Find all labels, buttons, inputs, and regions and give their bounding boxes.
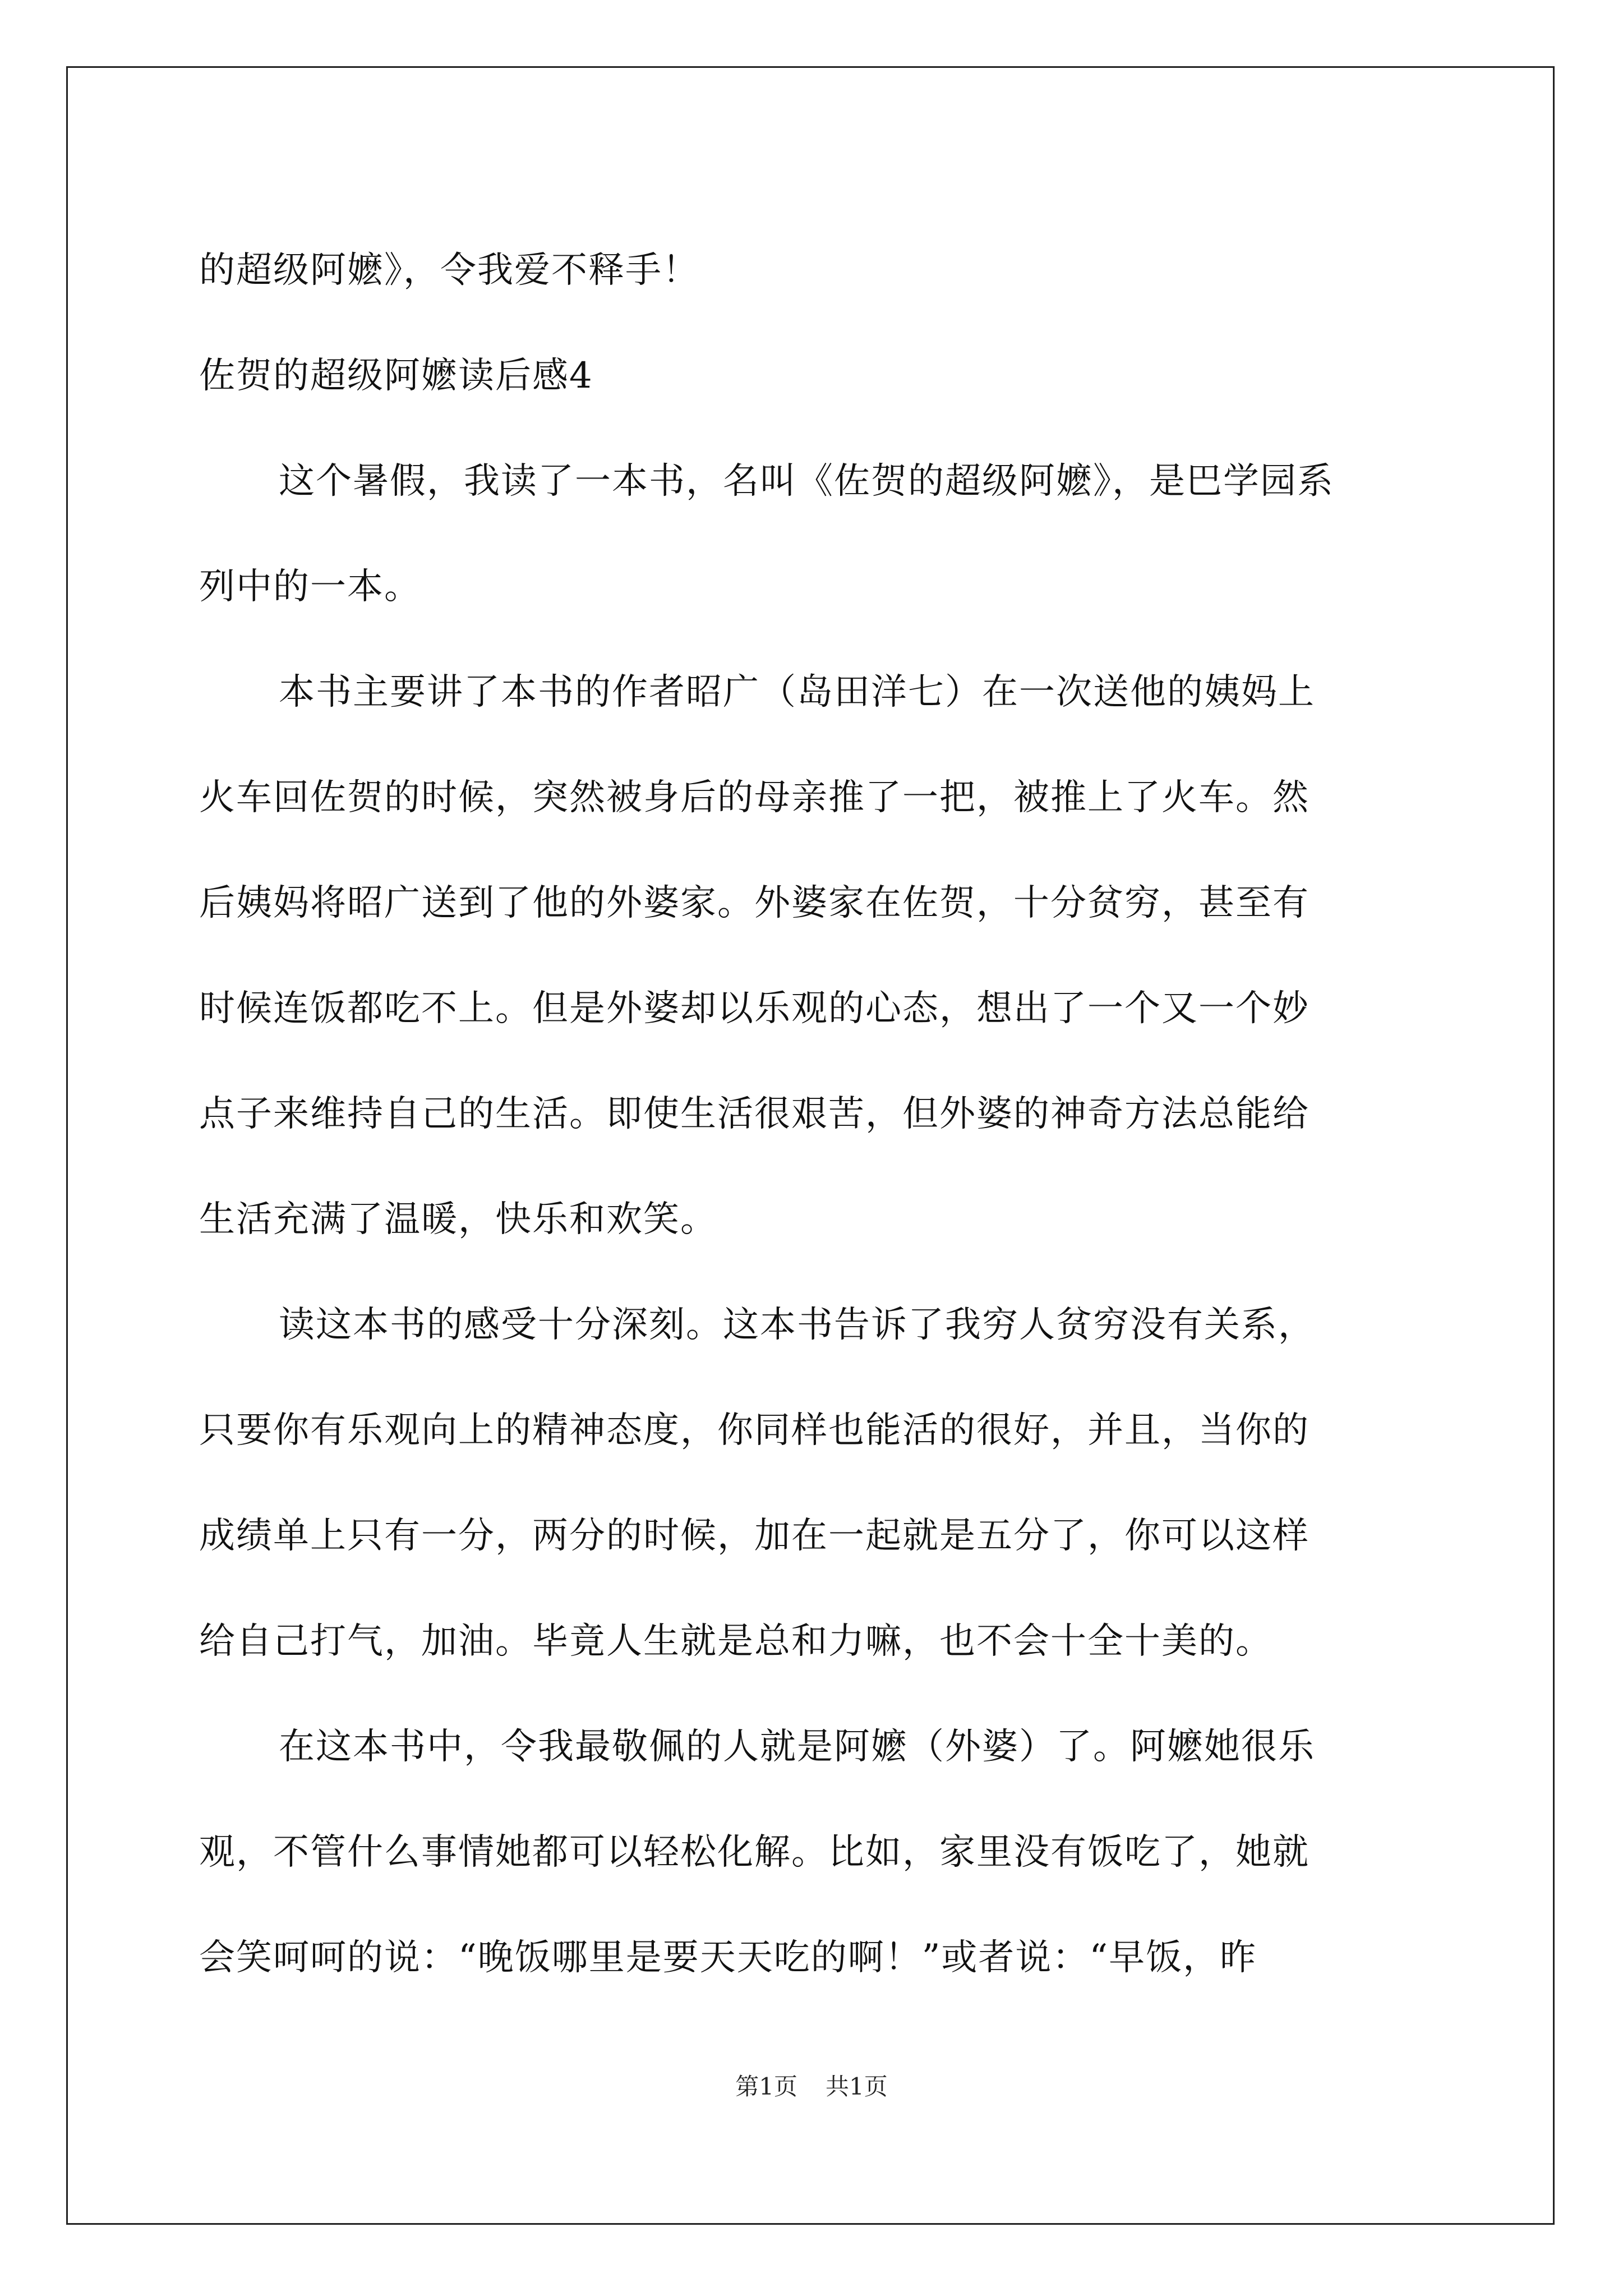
paragraph-line: 时候连饭都吃不上。但是外婆却以乐观的心态，想出了一个又一个妙 [199, 988, 1310, 1029]
text-line: 的超级阿嬷》，令我爱不释手！ [199, 250, 699, 291]
paragraph-line: 本书主要讲了本书的作者昭广（岛田洋七）在一次送他的姨妈上 [279, 671, 1315, 713]
section-title: 佐贺的超级阿嬷读后感4 [199, 355, 593, 397]
paragraph-line: 会笑呵呵的说：“晚饭哪里是要天天吃的啊！”或者说：“早饭，昨 [199, 1937, 1257, 1978]
paragraph-line: 读这本书的感受十分深刻。这本书告诉了我穷人贫穷没有关系， [279, 1304, 1315, 1346]
page-total: 共1页 [826, 2073, 888, 2100]
paragraph-line: 这个暑假，我读了一本书，名叫《佐贺的超级阿嬷》，是巴学园系 [279, 461, 1334, 502]
paragraph-line: 列中的一本。 [199, 566, 421, 608]
document-body [199, 218, 1427, 2010]
page-footer [0, 2070, 1623, 2104]
paragraph-line: 生活充满了温暖，快乐和欢笑。 [199, 1199, 717, 1240]
paragraph-line: 点子来维持自己的生活。即使生活很艰苦，但外婆的神奇方法总能给 [199, 1093, 1310, 1135]
paragraph-line: 火车回佐贺的时候，突然被身后的母亲推了一把，被推上了火车。然 [199, 777, 1310, 818]
page-number: 第1页 [735, 2073, 797, 2100]
paragraph-line: 观，不管什么事情她都可以轻松化解。比如，家里没有饭吃了，她就 [199, 1832, 1310, 1873]
paragraph-line: 给自己打气，加油。毕竟人生就是总和力嘛，也不会十全十美的。 [199, 1621, 1272, 1662]
paragraph-line: 后姨妈将昭广送到了他的外婆家。外婆家在佐贺，十分贫穷，甚至有 [199, 882, 1310, 924]
paragraph-line: 在这本书中，令我最敬佩的人就是阿嬷（外婆）了。阿嬷她很乐 [279, 1726, 1315, 1768]
paragraph-line: 成绩单上只有一分，两分的时候，加在一起就是五分了，你可以这样 [199, 1515, 1310, 1557]
paragraph-line: 只要你有乐观向上的精神态度，你同样也能活的很好，并且，当你的 [199, 1410, 1310, 1451]
